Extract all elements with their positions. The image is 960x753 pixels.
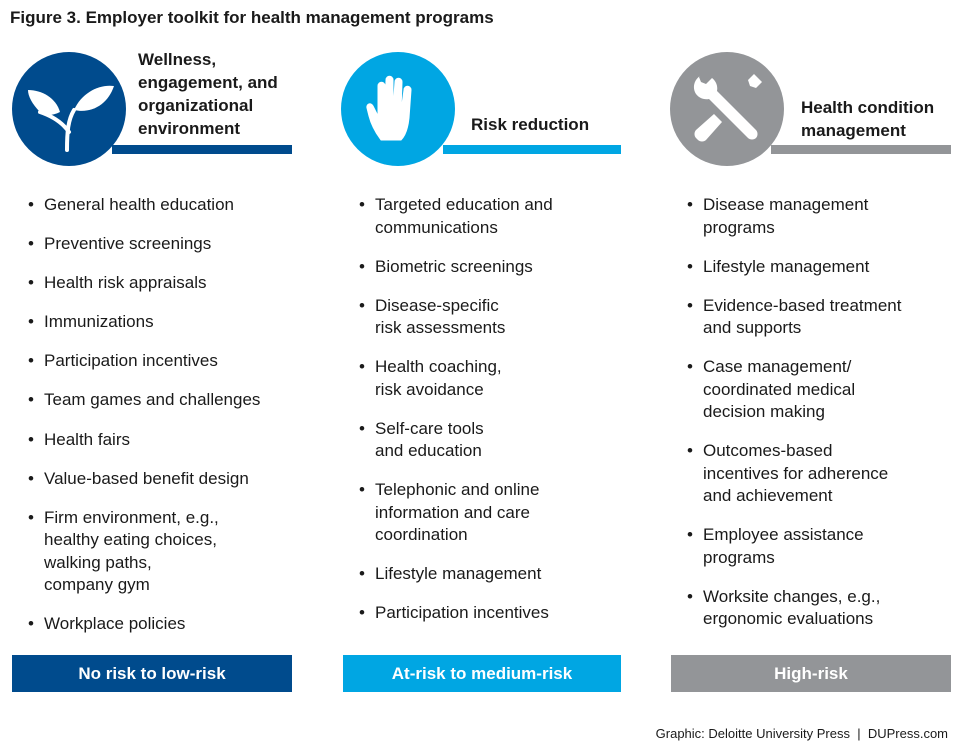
column-header: Wellness, engagement, and organizational environment xyxy=(138,50,278,138)
column-wellness xyxy=(12,0,294,753)
list-item: • Participation incentives xyxy=(28,350,294,373)
figure-title: Figure 3. Employer toolkit for health management programs xyxy=(10,8,494,27)
header-rule xyxy=(443,145,621,154)
risk-band: High-risk xyxy=(671,655,951,692)
list-item: • Employee assistance programs xyxy=(687,524,953,569)
item-list xyxy=(28,194,294,636)
list-item: • Telephonic and online information and care coordination xyxy=(359,479,619,547)
list-item: • Health fairs xyxy=(28,429,294,452)
wrench-screwdriver-icon xyxy=(670,52,784,166)
list-item: • Disease-specific risk assessments xyxy=(359,295,619,340)
column-risk-reduction xyxy=(343,0,623,753)
list-item: • Outcomes-based incentives for adherence and achievement xyxy=(687,440,953,508)
list-item: • Targeted education and communications xyxy=(359,194,619,239)
list-item: • Team games and challenges xyxy=(28,389,294,412)
list-item: • Evidence-based treatment and supports xyxy=(687,295,953,340)
list-item: • Lifestyle management xyxy=(687,256,953,279)
header-rule xyxy=(771,145,951,154)
list-item: • Health risk appraisals xyxy=(28,272,294,295)
list-item: • Lifestyle management xyxy=(359,563,619,586)
list-item: • Firm environment, e.g., healthy eating choices, walking paths, company gym xyxy=(28,507,294,597)
graphic-credit: Graphic: Deloitte University Press | DUPress.com xyxy=(655,726,948,741)
item-list xyxy=(687,194,953,631)
list-item: • Value-based benefit design xyxy=(28,468,294,491)
list-item: • Biometric screenings xyxy=(359,256,619,279)
column-health-condition xyxy=(671,0,953,753)
list-item: • Disease management programs xyxy=(687,194,953,239)
list-item: • Preventive screenings xyxy=(28,233,294,256)
column-header: Health condition management xyxy=(801,98,935,140)
list-item: • Worksite changes, e.g., ergonomic evaluations xyxy=(687,586,953,631)
list-item: • Participation incentives xyxy=(359,602,619,625)
column-header: Risk reduction xyxy=(471,115,590,134)
risk-band: No risk to low-risk xyxy=(12,655,292,692)
item-list xyxy=(359,194,619,625)
risk-band: At-risk to medium-risk xyxy=(343,655,621,692)
header-rule xyxy=(112,145,292,154)
list-item: • Immunizations xyxy=(28,311,294,334)
list-item: • Workplace policies xyxy=(28,613,294,636)
list-item: • General health education xyxy=(28,194,294,217)
hand-stop-icon xyxy=(341,52,455,166)
list-item: • Case management/ coordinated medical decision making xyxy=(687,356,953,424)
list-item: • Self-care tools and education xyxy=(359,418,619,463)
plant-sprout-icon xyxy=(12,52,126,166)
list-item: • Health coaching, risk avoidance xyxy=(359,356,619,401)
